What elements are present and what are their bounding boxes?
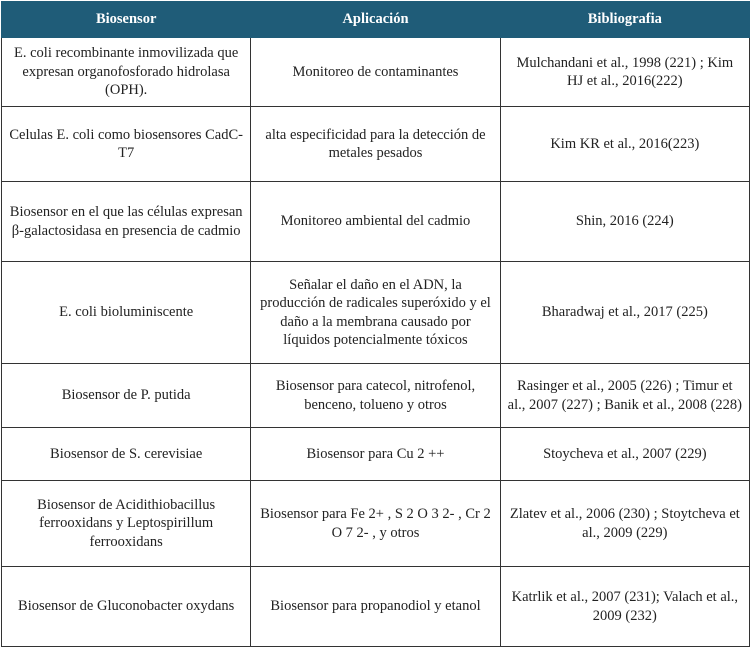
aplicacion-cell: Biosensor para Cu 2 ++	[251, 428, 500, 481]
bibliografia-cell: Rasinger et al., 2005 (226) ; Timur et al., 2007 (227) ; Banik et al., 2008 (228)	[500, 364, 749, 428]
bibliografia-cell: Zlatev et al., 2006 (230) ; Stoytcheva et al., 2009 (229)	[500, 481, 749, 567]
header-aplicacion: Aplicación	[251, 2, 500, 38]
bibliografia-cell: Kim KR et al., 2016(223)	[500, 107, 749, 182]
table-header-row	[2, 2, 750, 38]
table-row	[2, 107, 750, 182]
aplicacion-cell: Monitoreo ambiental del cadmio	[251, 182, 500, 262]
table-row	[2, 364, 750, 428]
aplicacion-cell: Monitoreo de contaminantes	[251, 38, 500, 107]
biosensor-cell: Biosensor de Acidithiobacillus ferrooxidans y Leptospirillum ferrooxidans	[2, 481, 251, 567]
biosensor-cell: Biosensor en el que las células expresan β-galactosidasa en presencia de cadmio	[2, 182, 251, 262]
aplicacion-cell: Señalar el daño en el ADN, la producción de radicales superóxido y el daño a la membrana causado por líquidos potencialmente tóxicos	[251, 262, 500, 364]
bibliografia-cell: Bharadwaj et al., 2017 (225)	[500, 262, 749, 364]
bibliografia-cell: Katrlik et al., 2007 (231); Valach et al., 2009 (232)	[500, 567, 749, 647]
biosensor-cell: Biosensor de S. cerevisiae	[2, 428, 251, 481]
header-bibliografia: Bibliografia	[500, 2, 749, 38]
table-row	[2, 481, 750, 567]
biosensor-cell: Biosensor de P. putida	[2, 364, 251, 428]
table-row	[2, 38, 750, 107]
biosensor-cell: E. coli recombinante inmovilizada que expresan organofosforado hidrolasa (OPH).	[2, 38, 251, 107]
biosensor-cell: E. coli bioluminiscente	[2, 262, 251, 364]
biosensor-cell: Celulas E. coli como biosensores CadC-T7	[2, 107, 251, 182]
bibliografia-cell: Stoycheva et al., 2007 (229)	[500, 428, 749, 481]
bibliografia-cell: Mulchandani et al., 1998 (221) ; Kim HJ et al., 2016(222)	[500, 38, 749, 107]
bibliografia-cell: Shin, 2016 (224)	[500, 182, 749, 262]
header-biosensor: Biosensor	[2, 2, 251, 38]
aplicacion-cell: Biosensor para Fe 2+ , S 2 O 3 2- , Cr 2 O 7 2- , y otros	[251, 481, 500, 567]
table-row	[2, 428, 750, 481]
biosensor-cell: Biosensor de Gluconobacter oxydans	[2, 567, 251, 647]
table-row	[2, 567, 750, 647]
biosensor-table	[1, 1, 750, 647]
aplicacion-cell: alta especificidad para la detección de metales pesados	[251, 107, 500, 182]
table-row	[2, 182, 750, 262]
aplicacion-cell: Biosensor para catecol, nitrofenol, benceno, tolueno y otros	[251, 364, 500, 428]
aplicacion-cell: Biosensor para propanodiol y etanol	[251, 567, 500, 647]
table-row	[2, 262, 750, 364]
